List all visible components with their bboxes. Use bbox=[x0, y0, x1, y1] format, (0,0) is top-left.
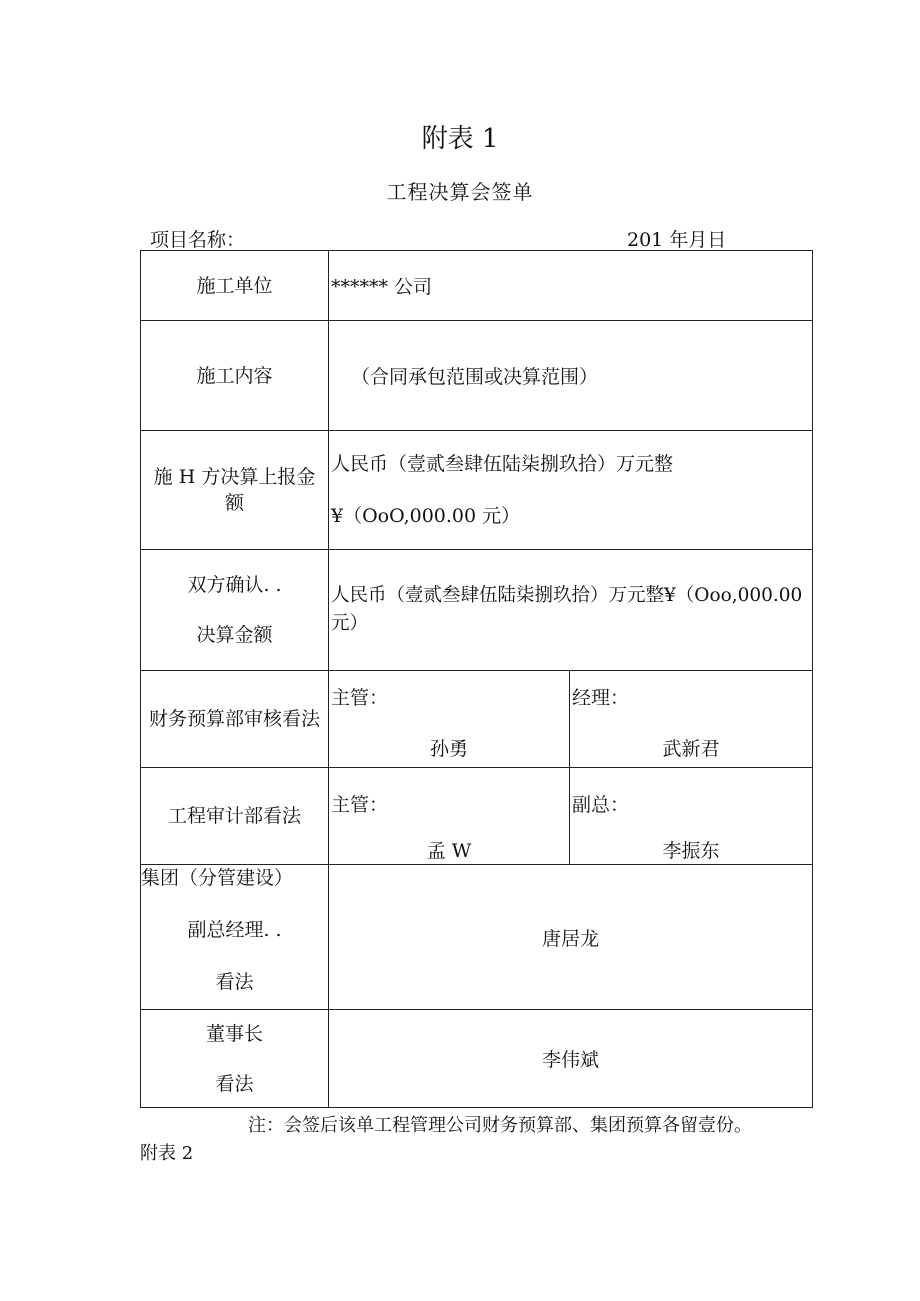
group-label-line1: 集团（分管建设） bbox=[141, 867, 294, 889]
finance-supervisor-name: 孙勇 bbox=[429, 738, 468, 760]
finance-label: 财务预算部审核看法 bbox=[141, 671, 329, 768]
confirmed-label-line1: 双方确认. . bbox=[187, 574, 282, 596]
contractor-value: ****** 公司 bbox=[329, 251, 813, 321]
group-label bbox=[141, 865, 329, 1010]
finance-manager-name: 武新君 bbox=[662, 738, 720, 760]
confirmed-amount-text: 人民币（壹贰叁肆伍陆柒捌玖拾）万元整¥（Ooo,000.00 bbox=[331, 585, 803, 606]
content-value: （合同承包范围或决算范围） bbox=[329, 321, 813, 431]
row-group bbox=[141, 865, 813, 1010]
finance-supervisor-cell bbox=[329, 671, 570, 768]
group-label-line2: 副总经理. . bbox=[187, 919, 282, 941]
row-reported-amount bbox=[141, 431, 813, 550]
confirmed-amount-label bbox=[141, 550, 329, 671]
finance-manager-title: 经理： bbox=[572, 687, 630, 709]
finance-manager-cell bbox=[570, 671, 813, 768]
footnote: 注：会签后该单工程管理公司财务预算部、集团预算各留壹份。 bbox=[248, 1115, 752, 1136]
row-contractor bbox=[141, 251, 813, 321]
audit-vp-title: 副总： bbox=[572, 794, 630, 816]
audit-vp-name: 李振东 bbox=[662, 840, 720, 862]
reported-amount-figure: ¥（OoO,000.00 元） bbox=[331, 505, 521, 527]
audit-label: 工程审计部看法 bbox=[141, 768, 329, 865]
chairman-label-line2: 看法 bbox=[215, 1072, 254, 1095]
date-field: 201 年月日 bbox=[627, 229, 727, 251]
row-finance bbox=[141, 671, 813, 768]
confirmed-amount-value bbox=[329, 550, 813, 671]
row-confirmed-amount bbox=[141, 550, 813, 671]
row-audit bbox=[141, 768, 813, 865]
contractor-label: 施工单位 bbox=[141, 251, 329, 321]
reported-amount-text: 人民币（壹贰叁肆伍陆柒捌玖拾）万元整 bbox=[331, 453, 674, 475]
row-chairman bbox=[141, 1010, 813, 1108]
audit-vp-cell bbox=[570, 768, 813, 865]
audit-supervisor-title: 主管： bbox=[331, 794, 389, 816]
chairman-signature: 李伟斌 bbox=[329, 1010, 813, 1108]
group-vp-signature: 唐居龙 bbox=[329, 865, 813, 1010]
page-title: 附表 1 bbox=[421, 124, 499, 154]
row-content bbox=[141, 321, 813, 431]
reported-amount-value bbox=[329, 431, 813, 550]
settlement-signoff-table bbox=[140, 250, 813, 1108]
audit-supervisor-name: 孟 W bbox=[426, 840, 472, 862]
confirmed-label-line2: 决算金额 bbox=[196, 624, 273, 646]
group-label-line3: 看法 bbox=[215, 971, 254, 993]
appendix-2-heading: 附表 2 bbox=[140, 1143, 194, 1164]
chairman-label-line1: 董事长 bbox=[205, 1022, 263, 1045]
content-label: 施工内容 bbox=[141, 321, 329, 431]
chairman-label bbox=[141, 1010, 329, 1108]
project-name-label: 项目名称： bbox=[150, 229, 246, 251]
form-subtitle: 工程决算会签单 bbox=[386, 180, 534, 204]
confirmed-amount-unit: 元） bbox=[331, 613, 369, 634]
audit-supervisor-cell bbox=[329, 768, 570, 865]
reported-amount-label: 施 H 方决算上报金额 bbox=[141, 431, 329, 550]
finance-supervisor-title: 主管： bbox=[331, 687, 389, 709]
